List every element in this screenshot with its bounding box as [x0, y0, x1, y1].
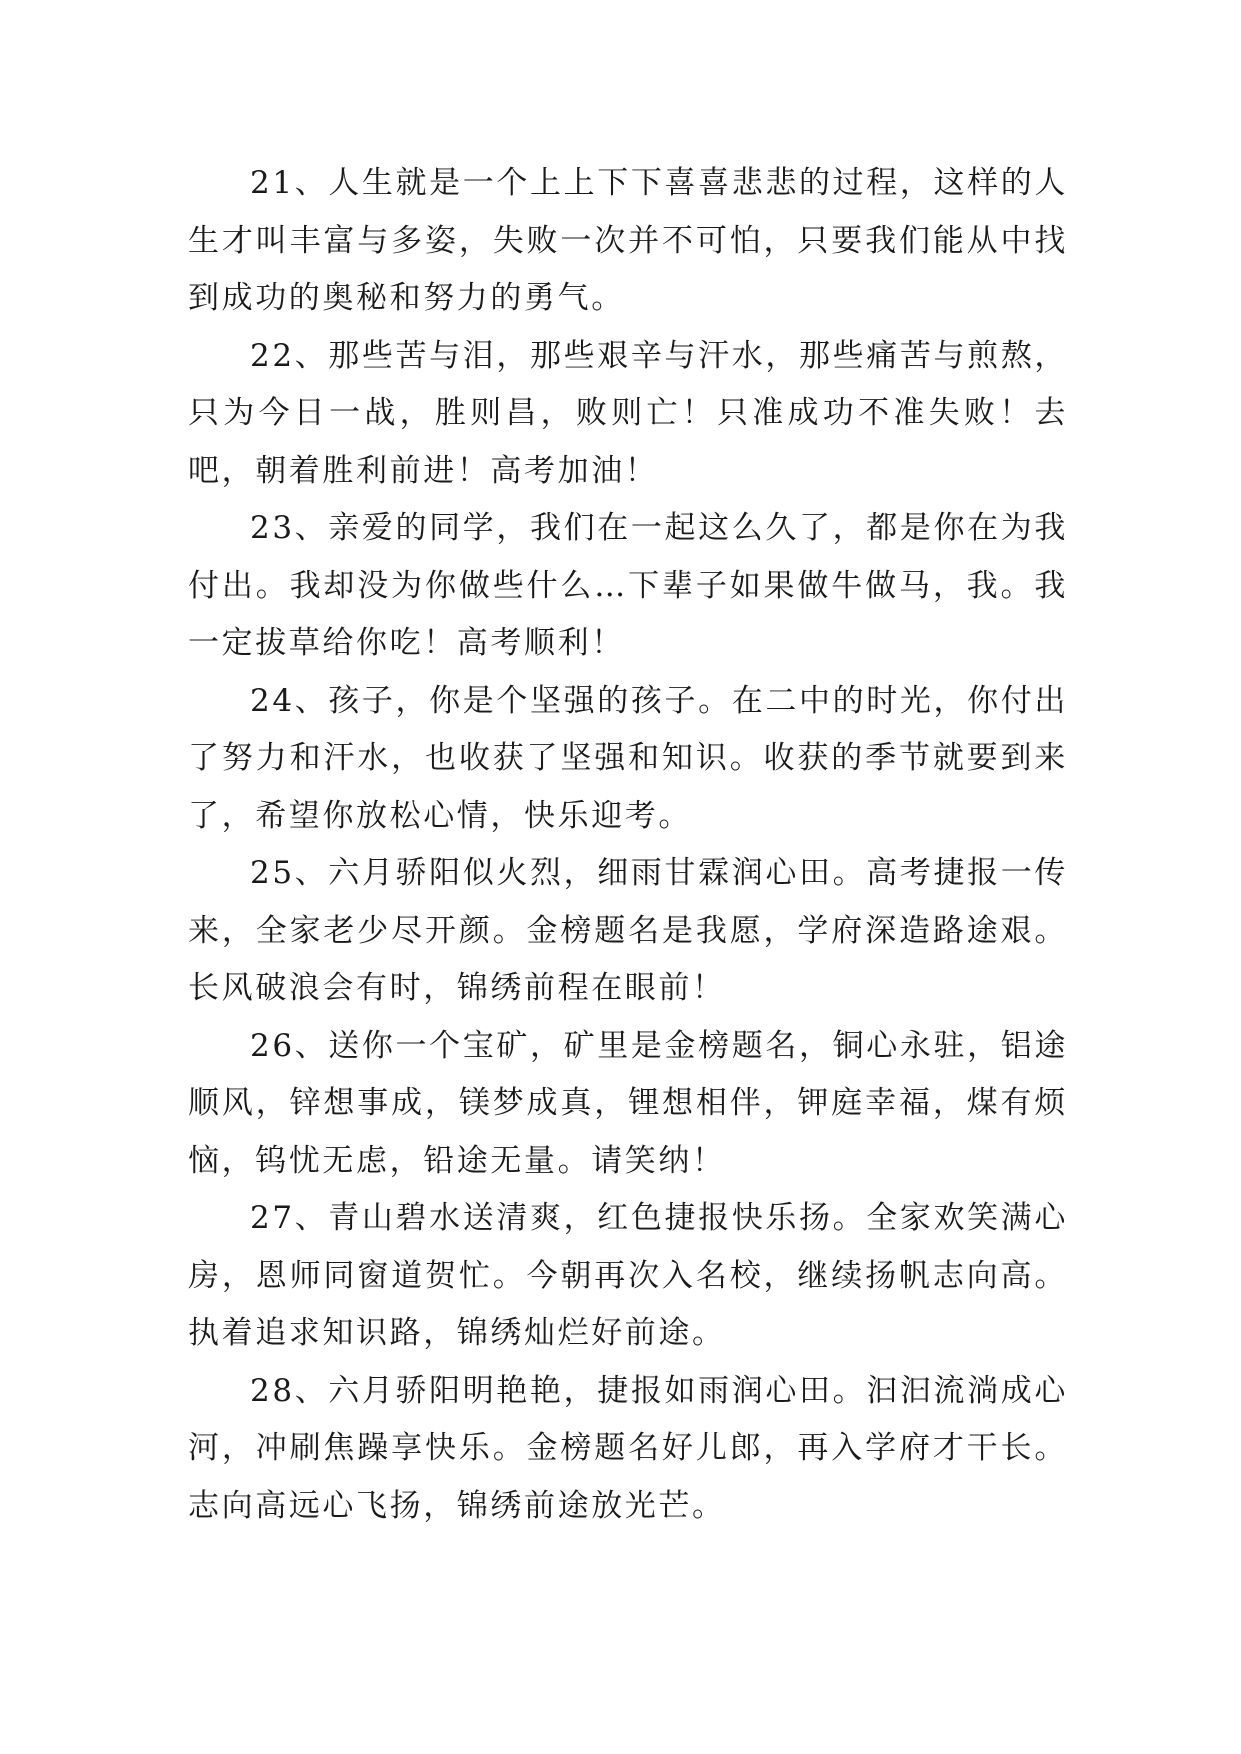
paragraph-24: 24、孩子，你是个坚强的孩子。在二中的时光，你付出了努力和汗水，也收获了坚强和知识。收获的季节就要到来了，希望你放松心情，快乐迎考。: [188, 682, 1068, 834]
document-body: [188, 155, 1068, 1535]
paragraph-27: 27、青山碧水送清爽，红色捷报快乐扬。全家欢笑满心房，恩师同窗道贺忙。今朝再次入名校，继续扬帆志向高。执着追求知识路，锦绣灿烂好前途。: [188, 1200, 1068, 1351]
paragraph-26: 26、送你一个宝矿，矿里是金榜题名，铜心永驻，铝途顺风，锌想事成，镁梦成真，锂想相伴，钾庭幸福，煤有烦恼，钨忧无虑，铅途无量。请笑纳！: [188, 1027, 1068, 1179]
paragraph-23: 23、亲爱的同学，我们在一起这么久了，都是你在为我付出。我却没为你做些什么…下辈子如果做牛做马，我。我一定拔草给你吃！高考顺利！: [188, 510, 1068, 661]
paragraph-28: 28、六月骄阳明艳艳，捷报如雨润心田。汩汩流淌成心河，冲刷焦躁享快乐。金榜题名好儿郎，再入学府才干长。志向高远心飞扬，锦绣前途放光芒。: [188, 1372, 1068, 1524]
paragraph-21: 21、人生就是一个上上下下喜喜悲悲的过程，这样的人生才叫丰富与多姿，失败一次并不可怕，只要我们能从中找到成功的奥秘和努力的勇气。: [188, 165, 1068, 316]
paragraph-22: 22、那些苦与泪，那些艰辛与汗水，那些痛苦与煎熬，只为今日一战，胜则昌，败则亡！只准成功不准失败！去吧，朝着胜利前进！高考加油！: [188, 337, 1068, 489]
paragraph-25: 25、六月骄阳似火烈，细雨甘霖润心田。高考捷报一传来，全家老少尽开颜。金榜题名是我愿，学府深造路途艰。长风破浪会有时，锦绣前程在眼前！: [188, 855, 1068, 1006]
